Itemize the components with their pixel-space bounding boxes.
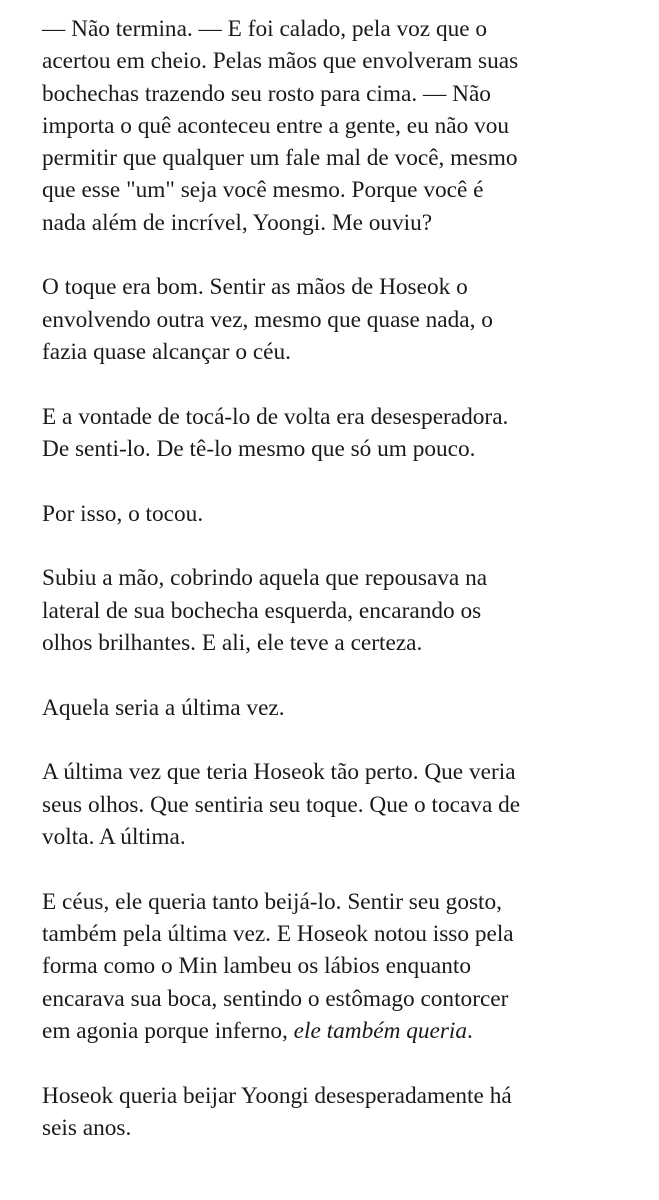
paragraph-4 — [42, 498, 645, 530]
text-line: fazia quase alcançar o céu. — [42, 339, 291, 366]
text-run: em agonia porque inferno, — [42, 1017, 294, 1044]
paragraph-1 — [42, 13, 645, 239]
text-line-mixed — [42, 1015, 645, 1047]
text-line: O toque era bom. Sentir as mãos de Hoseok o — [42, 274, 468, 301]
text-line: olhos brilhantes. E ali, ele teve a certeza. — [42, 630, 423, 657]
text-line: bochechas trazendo seu rosto para cima. — Não — [42, 80, 491, 107]
text-line: Por isso, o tocou. — [42, 500, 204, 527]
paragraph-7 — [42, 756, 645, 853]
text-line: forma como o Min lambeu os lábios enquanto — [42, 953, 471, 980]
paragraph-9 — [42, 1080, 645, 1145]
text-line: lateral de sua bochecha esquerda, encarando os — [42, 597, 482, 624]
text-line: envolvendo outra vez, mesmo que quase nada, o — [42, 306, 493, 333]
paragraph-8 — [42, 886, 645, 1047]
text-line: Hoseok queria beijar Yoongi desesperadamente há — [42, 1082, 512, 1109]
text-line: volta. A última. — [42, 823, 186, 850]
text-line: — Não termina. — E foi calado, pela voz que o — [42, 16, 488, 42]
paragraph-2 — [42, 271, 645, 368]
paragraph-5 — [42, 562, 645, 659]
text-line: E a vontade de tocá-lo de volta era desesperadora. — [42, 403, 509, 430]
text-run: . — [467, 1017, 473, 1044]
text-line: encarava sua boca, sentindo o estômago contorcer — [42, 985, 509, 1012]
text-line: também pela última vez. E Hoseok notou isso pela — [42, 920, 514, 947]
text-line: importa o quê aconteceu entre a gente, eu não vou — [42, 112, 510, 139]
italic-text-run: ele também queria — [293, 1017, 468, 1044]
text-line: permitir que qualquer um fale mal de você, mesmo — [42, 145, 518, 172]
text-line: De senti-lo. De tê-lo mesmo que só um pouco. — [42, 436, 476, 463]
text-line: que esse "um" seja você mesmo. Porque você é — [42, 177, 484, 204]
text-line: A última vez que teria Hoseok tão perto. Que veria — [42, 759, 516, 786]
paragraph-6 — [42, 692, 645, 724]
text-line: E céus, ele queria tanto beijá-lo. Sentir seu gosto, — [42, 888, 502, 915]
paragraph-3 — [42, 401, 645, 466]
text-line: seus olhos. Que sentiria seu toque. Que o tocava de — [42, 791, 521, 818]
text-line: seis anos. — [42, 1114, 132, 1141]
text-line: Subiu a mão, cobrindo aquela que repousava na — [42, 565, 488, 592]
text-line: Aquela seria a última vez. — [42, 694, 285, 721]
text-line: acertou em cheio. Pelas mãos que envolveram suas — [42, 48, 519, 75]
text-line: nada além de incrível, Yoongi. Me ouviu? — [42, 209, 433, 236]
